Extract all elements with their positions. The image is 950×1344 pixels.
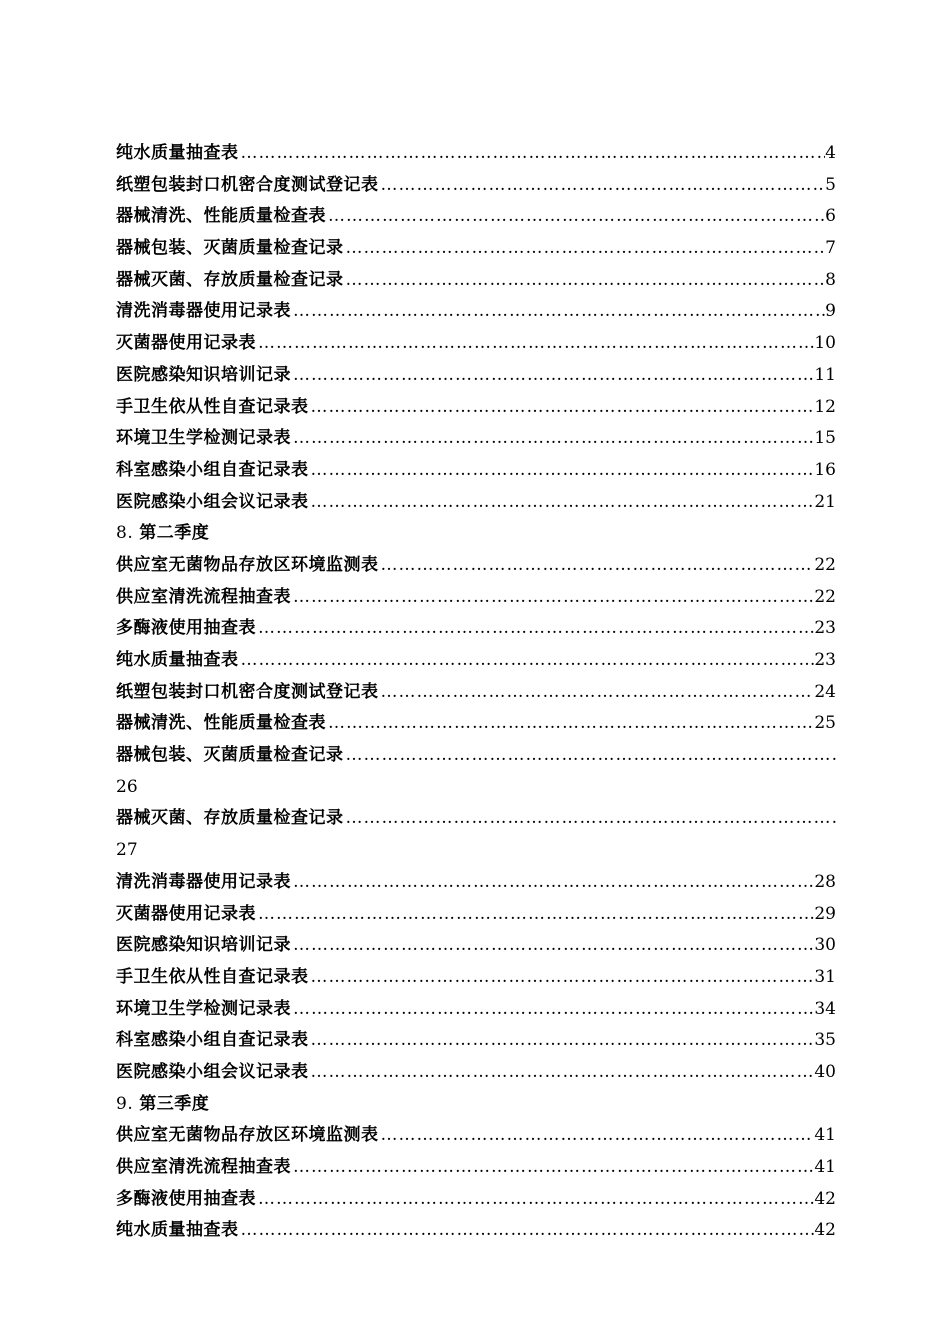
toc-entry-title: 供应室清洗流程抽查表: [116, 1157, 291, 1177]
toc-entry-page: 29: [814, 903, 836, 924]
section-number: 9.: [116, 1093, 134, 1114]
toc-entry[interactable]: [116, 740, 836, 772]
toc-entry[interactable]: [116, 392, 836, 424]
dot-leader: [256, 613, 814, 645]
toc-entry[interactable]: [116, 645, 836, 677]
toc-entry[interactable]: [116, 455, 836, 487]
toc-entry-page: 30: [814, 935, 836, 956]
dot-leader: [239, 1215, 815, 1247]
dot-leader: [326, 201, 825, 233]
dot-leader: [256, 328, 814, 360]
toc-entry-page: 10: [814, 333, 836, 354]
toc-entry-title: 清洗消毒器使用记录表: [116, 871, 291, 892]
toc-entry-page-wrapped: 27: [116, 840, 138, 861]
dot-leader: [344, 740, 837, 772]
toc-entry-page: 6: [825, 206, 836, 227]
toc-entry[interactable]: [116, 296, 836, 328]
toc-entry-title: 供应室无菌物品存放区环境监测表: [116, 554, 379, 575]
dot-leader: [309, 1025, 815, 1057]
toc-entry-page: 11: [814, 364, 836, 385]
dot-leader: [309, 487, 815, 519]
toc-entry-page: 23: [814, 650, 836, 670]
toc-entry-title: 纯水质量抽查表: [116, 1220, 239, 1241]
section-title: 第三季度: [139, 1093, 210, 1114]
toc-entry-title: 科室感染小组自查记录表: [116, 459, 309, 480]
toc-entry-page: 9: [825, 301, 836, 322]
dot-leader: [309, 1057, 815, 1089]
toc-entry[interactable]: [116, 1057, 836, 1089]
toc-entry-page: 35: [814, 1030, 836, 1051]
dot-leader: [379, 550, 815, 582]
toc-entry[interactable]: [116, 170, 836, 202]
dot-leader: [326, 708, 814, 740]
toc-entry-page: 41: [814, 1125, 836, 1146]
dot-leader: [309, 962, 815, 994]
toc-entry-page: 16: [814, 459, 836, 480]
toc-entry-page: 8: [825, 269, 836, 290]
toc-entry-title: 器械清洗、性能质量检查表: [116, 713, 326, 734]
toc-entry-title: 多酶液使用抽查表: [116, 1188, 256, 1209]
dot-leader: [239, 138, 826, 170]
toc-entry-page: 40: [814, 1061, 836, 1082]
toc-entry[interactable]: [116, 930, 836, 962]
toc-entry-title: 多酶液使用抽查表: [116, 618, 256, 639]
toc-entry-page: 31: [814, 966, 836, 987]
dot-leader: [291, 930, 814, 962]
toc-entry[interactable]: [116, 994, 836, 1026]
toc-entry[interactable]: [116, 1120, 836, 1152]
toc-entry-page: 21: [814, 491, 836, 512]
table-of-contents: [116, 138, 836, 1247]
dot-leader: [344, 803, 837, 835]
toc-entry-title: 器械包装、灭菌质量检查记录: [116, 238, 344, 259]
toc-entry-title: 器械清洗、性能质量检查表: [116, 206, 326, 227]
toc-entry-page: 28: [814, 871, 836, 892]
toc-entry[interactable]: [116, 1215, 836, 1247]
toc-entry-page: 7: [825, 238, 836, 259]
toc-entry-page: 5: [825, 174, 836, 195]
toc-entry[interactable]: [116, 1152, 836, 1184]
toc-entry-title: 医院感染知识培训记录: [116, 364, 291, 385]
toc-entry-page: 42: [814, 1220, 836, 1241]
toc-entry-title: 灭菌器使用记录表: [116, 903, 256, 924]
toc-entry-title: 环境卫生学检测记录表: [116, 998, 291, 1019]
toc-entry[interactable]: [116, 613, 836, 645]
dot-leader: [379, 170, 826, 202]
dot-leader: [309, 392, 815, 424]
dot-leader: [344, 265, 826, 297]
dot-leader: [291, 994, 814, 1026]
dot-leader: [291, 360, 814, 392]
toc-entry[interactable]: [116, 962, 836, 994]
dot-leader: [291, 867, 814, 899]
toc-entry-title: 环境卫生学检测记录表: [116, 428, 291, 449]
toc-entry[interactable]: [116, 328, 836, 360]
toc-entry-title: 手卫生依从性自查记录表: [116, 396, 309, 417]
dot-leader: [344, 233, 826, 265]
toc-entry[interactable]: [116, 423, 836, 455]
toc-entry-page: 25: [814, 713, 836, 734]
toc-entry[interactable]: [116, 867, 836, 899]
dot-leader: [291, 1152, 814, 1184]
toc-entry-title: 清洗消毒器使用记录表: [116, 301, 291, 322]
toc-entry-title: 纸塑包装封口机密合度测试登记表: [116, 174, 379, 195]
toc-entry-page: 34: [814, 998, 836, 1019]
toc-entry-page: 12: [814, 396, 836, 417]
section-number: 8.: [116, 523, 134, 544]
toc-entry[interactable]: [116, 233, 836, 265]
toc-entry-title: 灭菌器使用记录表: [116, 333, 256, 354]
toc-entry[interactable]: [116, 803, 836, 835]
dot-leader: [379, 1120, 815, 1152]
toc-entry-title: 医院感染小组会议记录表: [116, 491, 309, 512]
toc-entry-page: 42: [814, 1188, 836, 1209]
toc-entry-page: 22: [814, 586, 836, 607]
toc-entry-title: 医院感染知识培训记录: [116, 935, 291, 956]
dot-leader: [291, 582, 814, 614]
toc-entry-title: 纯水质量抽查表: [116, 650, 239, 670]
toc-entry-title: 器械灭菌、存放质量检查记录: [116, 808, 344, 829]
toc-entry[interactable]: [116, 677, 836, 709]
toc-entry-page: 22: [814, 554, 836, 575]
toc-entry-page: 23: [814, 618, 836, 639]
toc-entry[interactable]: [116, 360, 836, 392]
section-heading: [116, 518, 836, 550]
toc-entry[interactable]: [116, 138, 836, 170]
toc-entry[interactable]: [116, 487, 836, 519]
toc-entry-title: 供应室无菌物品存放区环境监测表: [116, 1125, 379, 1146]
toc-entry-title: 器械灭菌、存放质量检查记录: [116, 269, 344, 290]
toc-entry-title: 医院感染小组会议记录表: [116, 1061, 309, 1082]
dot-leader: [309, 455, 815, 487]
toc-entry-page: 41: [814, 1157, 836, 1177]
toc-entry-title: 纸塑包装封口机密合度测试登记表: [116, 681, 379, 702]
toc-entry[interactable]: [116, 708, 836, 740]
toc-entry[interactable]: [116, 265, 836, 297]
toc-entry-page-wrapped: 26: [116, 776, 138, 797]
toc-entry-title: 科室感染小组自查记录表: [116, 1030, 309, 1051]
toc-entry-title: 纯水质量抽查表: [116, 143, 239, 163]
dot-leader: [256, 1184, 814, 1216]
toc-entry-page: 15: [814, 428, 836, 449]
dot-leader: [256, 899, 814, 931]
toc-entry-title: 器械包装、灭菌质量检查记录: [116, 745, 344, 766]
toc-entry[interactable]: [116, 201, 836, 233]
toc-entry-title: 供应室清洗流程抽查表: [116, 586, 291, 607]
toc-entry[interactable]: [116, 1025, 836, 1057]
toc-entry[interactable]: [116, 582, 836, 614]
dot-leader: [291, 296, 825, 328]
section-title: 第二季度: [139, 523, 210, 544]
dot-leader: [379, 677, 815, 709]
toc-entry[interactable]: [116, 899, 836, 931]
toc-entry-title: 手卫生依从性自查记录表: [116, 966, 309, 987]
toc-entry-page: 24: [814, 681, 836, 702]
dot-leader: [239, 645, 815, 677]
section-heading: [116, 1089, 836, 1121]
toc-entry[interactable]: [116, 550, 836, 582]
toc-entry-page: 4: [825, 143, 836, 163]
dot-leader: [291, 423, 814, 455]
toc-entry[interactable]: [116, 1184, 836, 1216]
